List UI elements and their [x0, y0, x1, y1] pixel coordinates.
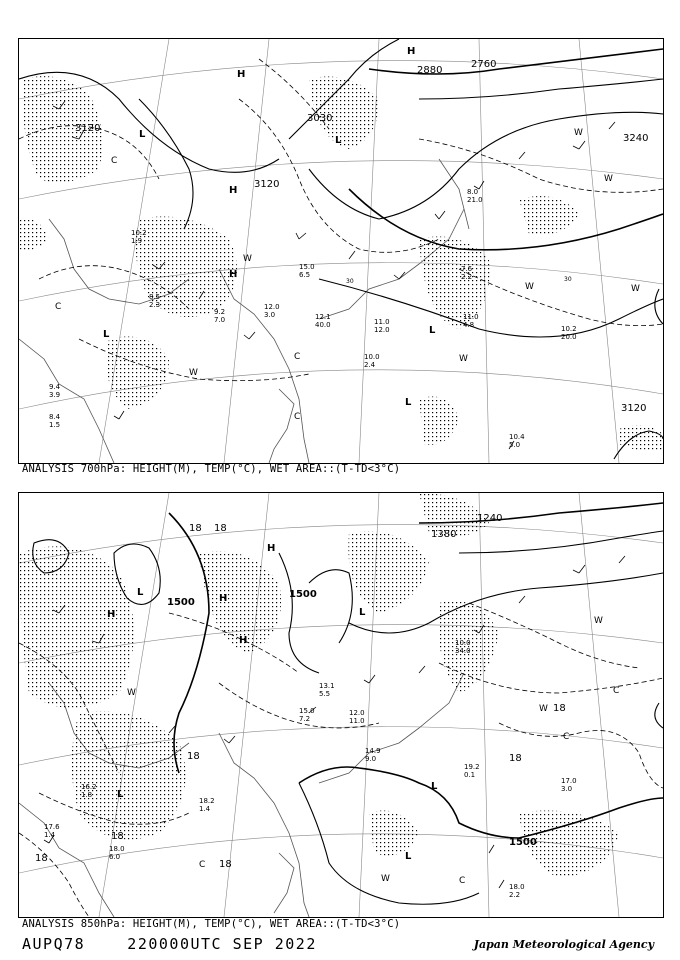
low-center: L: [335, 135, 342, 146]
high-center: H: [219, 593, 228, 604]
cold-center: C: [613, 686, 620, 696]
low-center: L: [431, 781, 438, 792]
station-value: 7.6 2.2: [461, 265, 473, 281]
temp-label: 18: [189, 523, 202, 534]
height-label: 2880: [417, 65, 443, 76]
high-center: H: [267, 543, 276, 554]
cold-center: C: [55, 302, 62, 312]
warm-center: W: [243, 254, 252, 264]
low-center: L: [429, 325, 436, 336]
station-value: 9.2 7.0: [214, 308, 226, 324]
height-label: 3120: [621, 403, 647, 414]
station-value: 12.0 11.0: [349, 709, 365, 725]
lat-label: 30: [346, 278, 354, 285]
temp-label: 18: [553, 703, 566, 714]
station-value: 18.0 2.2: [509, 883, 525, 899]
low-center: L: [359, 607, 366, 618]
low-center: L: [139, 129, 146, 140]
map-850hpa: [18, 492, 664, 918]
station-value: 10.2 20.0: [561, 325, 577, 341]
station-value: 19.2 0.1: [464, 763, 480, 779]
station-value: 8.0 21.0: [467, 188, 483, 204]
station-value: 10.0 2.4: [364, 353, 380, 369]
map-700hpa-canvas: [19, 39, 663, 463]
height-label: 3240: [623, 133, 649, 144]
agency-name: Japan Meteorological Agency: [473, 938, 654, 951]
temp-label: 18: [111, 831, 124, 842]
warm-center: W: [189, 368, 198, 378]
cold-center: C: [459, 876, 466, 886]
station-value: 11.0 4.8: [463, 313, 479, 329]
height-label: 3120: [75, 123, 101, 134]
station-value: 17.0 3.0: [561, 777, 577, 793]
station-value: 12.0 3.0: [264, 303, 280, 319]
cold-center: C: [294, 412, 301, 422]
station-value: 16.2 1.8: [81, 783, 97, 799]
coastlines: [19, 159, 469, 463]
chart-code: AUPQ78 220000UTC SEP 2022: [22, 935, 317, 953]
station-value: 8.5 2.3: [149, 293, 161, 309]
station-value: 9.4 3.9: [49, 383, 61, 399]
station-value: 14.9 9.0: [365, 747, 381, 763]
low-center: L: [405, 397, 412, 408]
station-value: 10.0 34.0: [455, 639, 471, 655]
temp-label: 18: [187, 751, 200, 762]
station-value: 18.0 6.0: [109, 845, 125, 861]
low-center: L: [137, 587, 144, 598]
warm-center: W: [459, 354, 468, 364]
station-value: 10.2 1.9: [131, 229, 147, 245]
warm-center: W: [574, 128, 583, 138]
height-label: 1240: [477, 513, 503, 524]
warm-center: W: [381, 874, 390, 884]
low-center: L: [103, 329, 110, 340]
temp-label: 18: [509, 753, 522, 764]
high-center: H: [237, 69, 246, 80]
height-label: 1500: [509, 837, 537, 848]
warm-center: W: [631, 284, 640, 294]
height-label: 1500: [167, 597, 195, 608]
caption-700hpa: ANALYSIS 700hPa: HEIGHT(M), TEMP(°C), WET AREA::(T-TD<3°C): [22, 463, 401, 475]
height-label: 3030: [307, 113, 333, 124]
warm-center: W: [539, 704, 548, 714]
high-center: H: [229, 185, 238, 196]
warm-center: W: [604, 174, 613, 184]
station-value: 13.1 5.5: [319, 682, 335, 698]
lat-label: 30: [564, 276, 572, 283]
temp-label: 18: [214, 523, 227, 534]
cold-center: C: [111, 156, 118, 166]
warm-center: W: [594, 616, 603, 626]
station-value: 17.6 1.4: [44, 823, 60, 839]
high-center: H: [407, 46, 416, 57]
warm-center: W: [525, 282, 534, 292]
warm-center: W: [127, 688, 136, 698]
station-value: 10.4 5.0: [509, 433, 525, 449]
height-label: 1500: [289, 589, 317, 600]
cold-center: C: [563, 732, 570, 742]
height-label: 1380: [431, 529, 457, 540]
height-label: 3120: [254, 179, 280, 190]
temp-label: 18: [35, 853, 48, 864]
cold-center: C: [294, 352, 301, 362]
station-value: 15.0 6.5: [299, 263, 315, 279]
station-value: 8.4 1.5: [49, 413, 61, 429]
station-value: 12.1 40.0: [315, 313, 331, 329]
low-center: L: [405, 851, 412, 862]
map-700hpa: [18, 38, 664, 464]
high-center: H: [229, 269, 238, 280]
station-plots: [49, 188, 577, 449]
temp-label: 18: [219, 859, 232, 870]
height-label: 2760: [471, 59, 497, 70]
map-850hpa-canvas: [19, 493, 663, 917]
station-value: 15.0 7.2: [299, 707, 315, 723]
caption-850hpa: ANALYSIS 850hPa: HEIGHT(M), TEMP(°C), WET AREA::(T-TD<3°C): [22, 918, 401, 930]
station-value: 18.2 1.4: [199, 797, 215, 813]
high-center: H: [107, 609, 116, 620]
cold-center: C: [199, 860, 206, 870]
high-center: H: [239, 635, 248, 646]
low-center: L: [117, 789, 124, 800]
station-value: 11.0 12.0: [374, 318, 390, 334]
